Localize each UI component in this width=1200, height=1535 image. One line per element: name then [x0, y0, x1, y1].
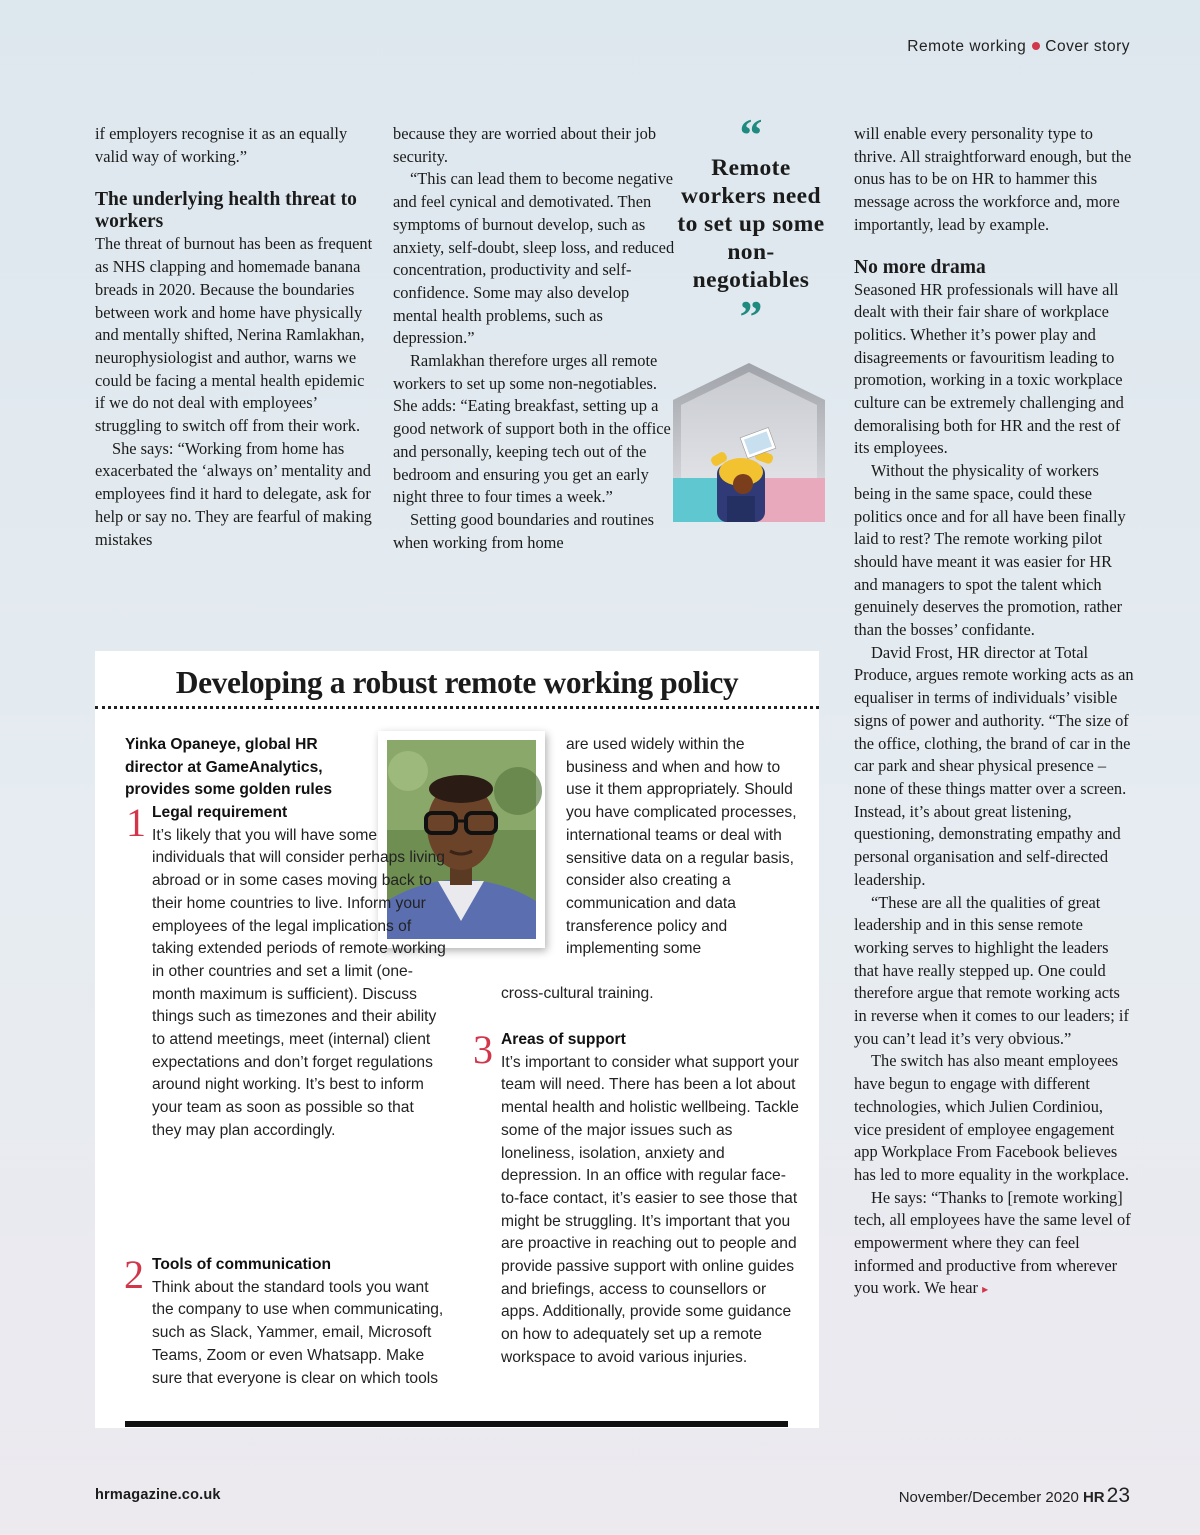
- paragraph: because they are worried about their job security.: [393, 124, 657, 166]
- paragraph: Setting good boundaries and routines when working from home: [393, 509, 655, 552]
- magazine-name: HR: [1082, 1489, 1105, 1506]
- rule-2-continued: are used widely within the business and when and how to use it them appropriately. Should you have complicated processes, international teams or deal with sensitive data on a regular basis, consider also creating a communication and data transference policy and implementing some: [566, 736, 797, 958]
- article-column-2: [393, 123, 675, 554]
- paragraph: The threat of burnout has been as frequent as NHS clapping and homemade banana breads in 2020. Because the boundaries between work and home have physically and mentally shifted, Nerina Ramlakhan, neurophysiologist and author, warns we could be facing a mental health epidemic if we do not deal with employees’ struggling to switch off from their work.: [95, 234, 373, 436]
- paragraph: David Frost, HR director at Total Produce, argues remote working acts as an equaliser in terms of individuals’ visible signs of power and authority. “The size of the office, clothing, the brand of car in the car park and shear physical presence – none of these things matter over a screen. Instead, it’s about great listening, questioning, demonstrating empathy and personal organisation and self-directed leadership.: [854, 642, 1134, 889]
- rule-heading: Legal requirement: [152, 804, 288, 821]
- paragraph: She says: “Working from home has exacerbated the ‘always on’ mentality and employees find it hard to delegate, ask for help or say no. They are fearful of making mistakes: [95, 438, 372, 549]
- box-bottom-bar: [125, 1421, 788, 1427]
- subheading-no-more-drama: No more drama: [854, 256, 986, 278]
- rule-2-tail: cross-cultural training.: [501, 985, 654, 1002]
- rule-number-2: 2: [124, 1252, 144, 1297]
- rule-text: Think about the standard tools you want the company to use when communicating, such as Slack, Yammer, email, Microsoft Teams, Zoom or even Whatsapp. Make sure that everyone is clear on which tools: [152, 1278, 444, 1387]
- rule-text: It’s likely that you will have some individuals that will consider perhaps living abroad or in some cases moving back to their home countries to live. Inform your employees of the legal implications of taking extended periods of remote working in other countries and set a limit (one-month maximum is sufficient). Discuss things such as timezones and their ability to attend meetings, meet (internal) client expectations and don’t forget regulations around night working. It’s best to inform your team as soon as possible so that they may plan accordingly.: [152, 826, 446, 1139]
- rule-3: [501, 1029, 801, 1370]
- paragraph: The switch has also meant employees have begun to engage with different technologies, which Julien Cordiniou, vice president of employee engagement app Workplace From Facebook believes has led to more equality in the workplace.: [854, 1051, 1129, 1184]
- subheading-health-threat: The underlying health threat to workers: [95, 189, 357, 233]
- rule-number-1: 1: [126, 800, 146, 845]
- rule-text: It’s important to consider what support your team will need. There has been a lot about mental health and holistic wellbeing. Tackle some of the major issues such as loneliness, isolation, anxiety and depression. In an office with regular face-to-face contact, it’s easier to see those that might be struggling. It’s important that you are proactive in reaching out to people and provide passive support with online guides and briefings, access to counsellors or apps. Additionally, provide some guidance on how to adequately set up a remote workspace to avoid various injuries.: [501, 1053, 799, 1366]
- footer-folio: [899, 1484, 1130, 1508]
- dotted-divider: [95, 706, 819, 709]
- paragraph: Seasoned HR professionals will have all dealt with their fair share of workplace politics. Whether it’s power play and disagreements or favouritism leading to promotion, working in a toxic workplace culture can be extremely challenging and demoralising both for HR and the rest of its employees.: [854, 279, 1124, 458]
- category-label: Cover story: [1045, 38, 1130, 55]
- rule-heading: Tools of communication: [152, 1256, 332, 1273]
- page-number: 23: [1106, 1484, 1130, 1507]
- issue-date: November/December 2020: [898, 1489, 1079, 1506]
- section-label: Remote working: [907, 38, 1027, 55]
- footer-site: hrmagazine.co.uk: [95, 1487, 221, 1503]
- rule-2: [152, 1254, 447, 1390]
- paragraph: “This can lead them to become negative and feel cynical and demotivated. Then symptoms of burnout develop, such as anxiety, self-doubt, sleep loss, and reduced concentration, productivity and self-confidence. Some may also develop mental health problems, such as depression.”: [393, 169, 675, 348]
- paragraph: Without the physicality of workers being in the same space, could these politics once and for all have been finally laid to rest? The remote working pilot should have meant it was easier for HR and managers to spot the talent which genuinely deserves the promotion, rather than the bosses’ confidante.: [854, 461, 1126, 640]
- article-column-1: [95, 123, 377, 551]
- continue-arrow-icon: ▸: [982, 1282, 989, 1297]
- paragraph-text: He says: “Thanks to [remote working] tech, all employees have the same level of empowerment where they can feel informed and productive from wherever you work. We hear: [854, 1187, 1131, 1298]
- remote-worker-house-illustration: [673, 360, 825, 522]
- box-intro: Yinka Opaneye, global HR director at GameAnalytics, provides some golden rules: [125, 736, 333, 799]
- rule-heading: Areas of support: [501, 1031, 626, 1048]
- close-quote-icon: ”: [739, 291, 763, 342]
- article-column-4: [854, 123, 1134, 1301]
- paragraph: Ramlakhan therefore urges all remote workers to set up some non-negotiables. She adds: “Eating breakfast, setting up a good network of support both in the office and personally, keeping tech out of the bedroom and ensuring you get an early night three to four times a week.”: [393, 351, 671, 507]
- rule-number-3: 3: [473, 1027, 493, 1072]
- pull-quote: [676, 109, 826, 342]
- paragraph: will enable every personality type to thrive. All straightforward enough, but the onus has to be on HR to hammer this message across the workforce and, more importantly, lead by example.: [854, 124, 1132, 234]
- paragraph: “These are all the qualities of great leadership and in this sense remote working serves to highlight the leaders that have really stepped up. One could therefore argue that remote working acts in reverse when it comes to our leaders; if you can’t lead it’s very obvious.”: [854, 892, 1129, 1048]
- paragraph: if employers recognise it as an equally valid way of working.”: [95, 124, 348, 166]
- rule-1: [152, 802, 447, 1143]
- bullet-dot-icon: [1032, 42, 1040, 50]
- running-header: [907, 38, 1130, 56]
- box-title: Developing a robust remote working policy: [175, 665, 739, 700]
- pull-quote-text: Remote workers need to set up some non-negotiables: [677, 155, 825, 293]
- open-quote-icon: “: [739, 109, 763, 160]
- paragraph: [854, 1187, 1134, 1302]
